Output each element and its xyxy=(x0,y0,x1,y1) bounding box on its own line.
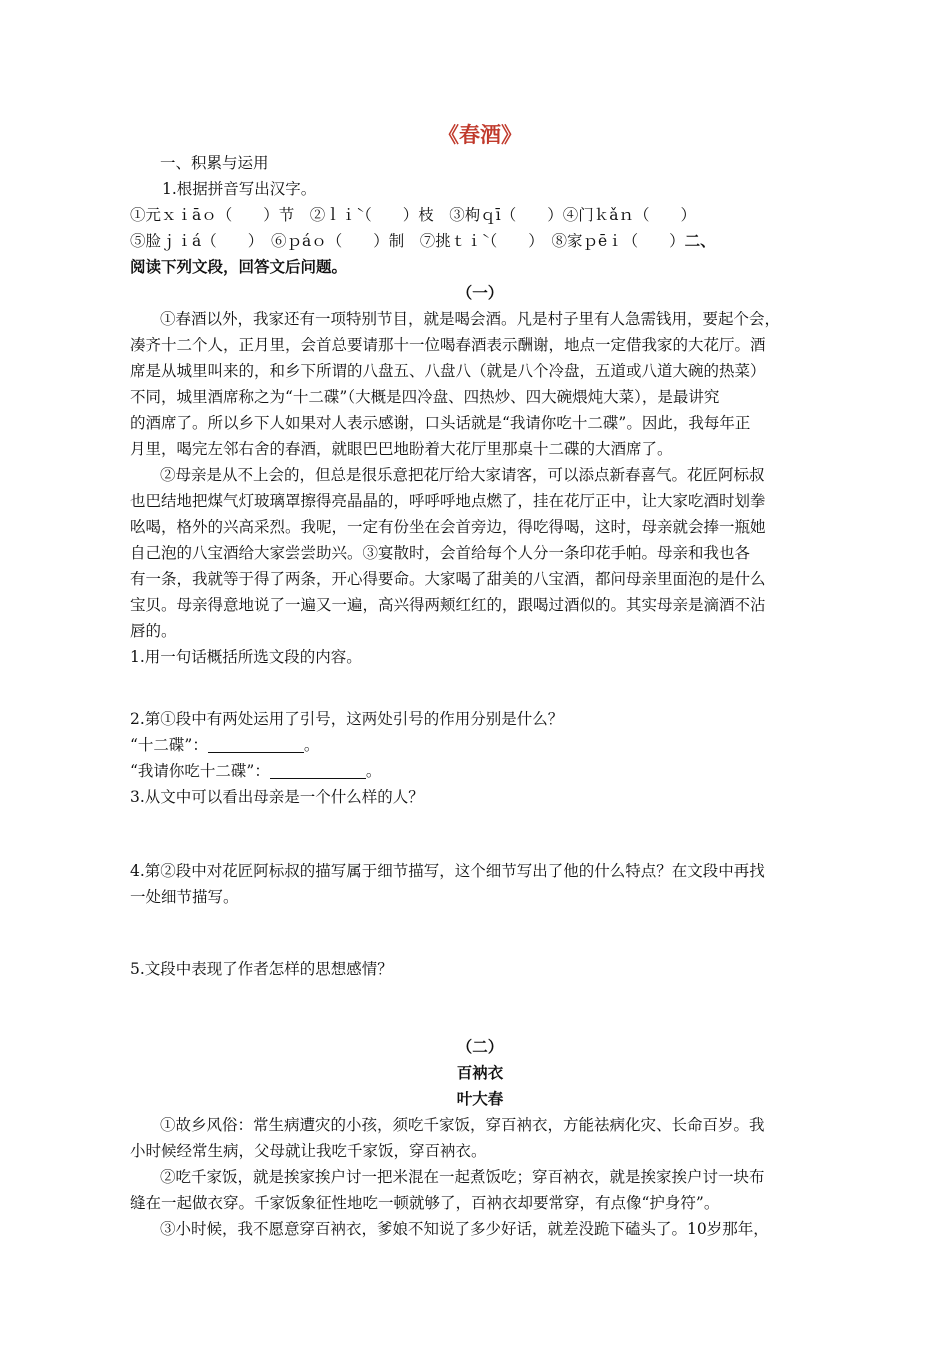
pinyin-line-1: ①元ｘｉāｏ（ ）节 ②ｌｉ̀（ ）枝 ③枸ｑī（ ）④门ｋǎｎ（ ） xyxy=(130,206,696,224)
question-2: 2.第①段中有两处运用了引号，这两处引号的作用分别是什么？ xyxy=(130,710,564,728)
answer-blank-2b[interactable] xyxy=(270,762,366,779)
passage2-line: 缝在一起做衣穿。千家饭象征性地吃一顿就够了，百衲衣却要常穿，有点像“护身符”。 xyxy=(130,1194,720,1212)
period: 。 xyxy=(303,736,320,754)
passage1-line: 席是从城里叫来的，和乡下所谓的八盘五、八盘八（就是八个冷盘，五道或八道大碗的热菜） xyxy=(130,362,766,380)
document-title: 《春酒》 xyxy=(438,122,522,147)
passage1-line: 宝贝。母亲得意地说了一遍又一遍，高兴得两颊红红的，跟喝过酒似的。其实母亲是滴酒不沾 xyxy=(130,596,766,614)
passage2-author: 叶大春 xyxy=(456,1089,504,1108)
passage2-line: 小时候经常生病，父母就让我吃千家饭，穿百衲衣。 xyxy=(130,1142,487,1160)
passage1-line: 的酒席了。所以乡下人如果对人表示感谢，口头话就是“我请你吃十二碟”。因此，我每年正 xyxy=(130,414,751,432)
passage1-line: 也巴结地把煤气灯玻璃罩擦得亮晶晶的，呼呼呼地点燃了，挂在花厅正中，让大家吃酒时划拳 xyxy=(130,492,766,510)
passage1-line: 凑齐十二个人，正月里，会首总要请那十一位喝春酒表示酬谢，地点一定借我家的大花厅。酒 xyxy=(130,336,766,354)
section2-heading-start: 二、 xyxy=(684,231,716,250)
answer-blank-2a[interactable] xyxy=(208,736,304,753)
question-5: 5.文段中表现了作者怎样的思想感情？ xyxy=(130,960,393,978)
passage1-label: （一） xyxy=(456,283,504,302)
question-2b-label: “我请你吃十二碟”： xyxy=(130,762,270,780)
passage1-line: 有一条，我就等于得了两条，开心得要命。大家喝了甜美的八宝酒，都问母亲里面泡的是什么 xyxy=(130,570,766,588)
passage1-line: 唇的。 xyxy=(130,622,177,640)
passage2-line: ②吃千家饭，就是挨家挨户讨一把米混在一起煮饭吃；穿百衲衣，就是挨家挨户讨一块布 xyxy=(160,1168,765,1186)
question-pinyin: 1.根据拼音写出汉字。 xyxy=(162,180,317,198)
passage2-label: （二） xyxy=(456,1037,504,1056)
pinyin-line-2 xyxy=(130,228,830,254)
question-3: 3.从文中可以看出母亲是一个什么样的人？ xyxy=(130,788,424,806)
section1-heading: 一、积累与运用 xyxy=(160,154,269,172)
question-2a-label: “十二碟”： xyxy=(130,736,208,754)
section2-heading: 阅读下列文段，回答文后问题。 xyxy=(130,257,348,276)
question-4: 4.第②段中对花匠阿标叔的描写属于细节描写，这个细节写出了他的什么特点？在文段中再找 xyxy=(130,862,765,880)
passage1-line: 吆喝，格外的兴高采烈。我呢，一定有份坐在会首旁边，得吃得喝，这时，母亲就会捧一瓶她 xyxy=(130,518,766,536)
question-2b xyxy=(130,758,830,784)
question-2a xyxy=(130,732,830,758)
passage2-title: 百衲衣 xyxy=(456,1063,504,1082)
passage2-line: ①故乡风俗：常生病遭灾的小孩，须吃千家饭，穿百衲衣，方能祛病化灾、长命百岁。我 xyxy=(160,1116,765,1134)
passage1-line: ①春酒以外，我家还有一项特别节目，就是喝会酒。凡是村子里有人急需钱用，要起个会， xyxy=(160,310,781,328)
period: 。 xyxy=(365,762,382,780)
question-1: 1.用一句话概括所选文段的内容。 xyxy=(130,648,362,666)
passage1-line: 月里，喝完左邻右舍的春酒，就眼巴巴地盼着大花厅里那桌十二碟的大酒席了。 xyxy=(130,440,673,458)
question-4-cont: 一处细节描写。 xyxy=(130,888,239,906)
passage1-line: ②母亲是从不上会的，但总是很乐意把花厅给大家请客，可以添点新春喜气。花匠阿标叔 xyxy=(160,466,765,484)
passage2-line: ③小时候，我不愿意穿百衲衣，爹娘不知说了多少好话，就差没跪下磕头了。10岁那年， xyxy=(160,1220,769,1238)
passage1-line: 不同，城里酒席称之为“十二碟”（大概是四冷盘、四热炒、四大碗煨炖大菜），是最讲究 xyxy=(130,388,720,406)
pinyin-line-2-text: ⑤脸ｊｉá（ ） ⑥ｐáｏ（ ）制 ⑦挑ｔｉ̀（ ） ⑧家ｐēｉ（ ） xyxy=(130,232,685,250)
passage1-line: 自己泡的八宝酒给大家尝尝助兴。③宴散时，会首给每个人分一条印花手帕。母亲和我也各 xyxy=(130,544,751,562)
